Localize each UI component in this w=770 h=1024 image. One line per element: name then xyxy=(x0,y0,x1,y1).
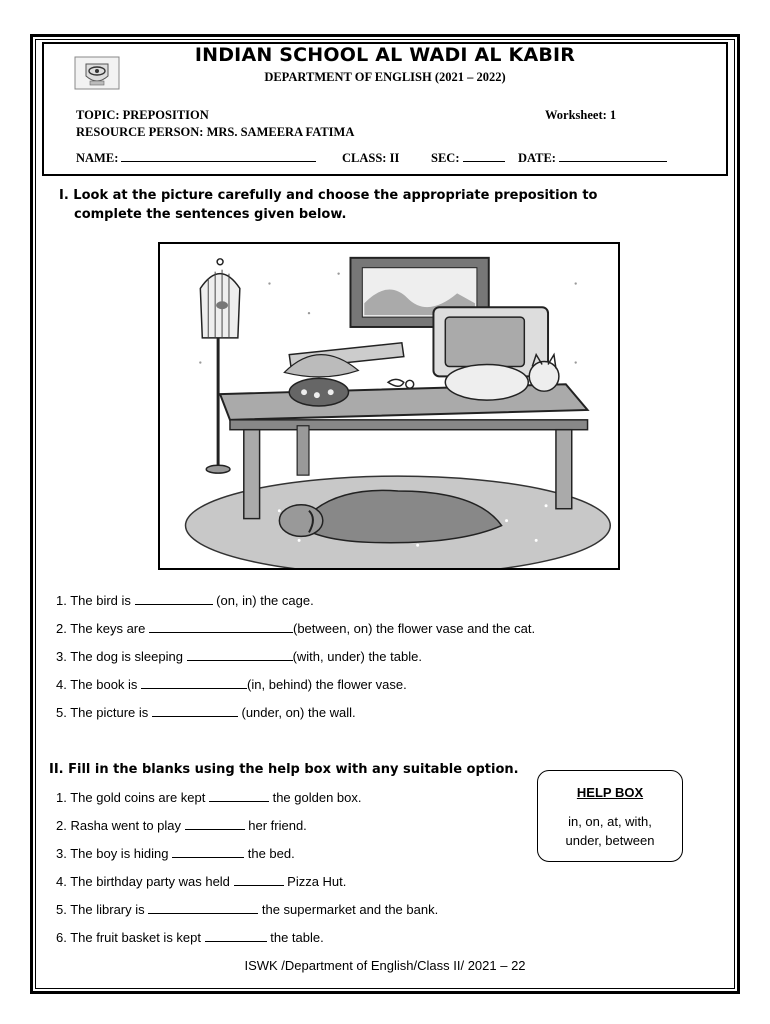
answer-blank[interactable] xyxy=(185,818,245,830)
sec-field xyxy=(431,151,505,166)
s2-question-3: 3. The boy is hiding the bed. xyxy=(56,846,295,861)
help-box-line1: in, on, at, with, xyxy=(568,814,652,829)
help-box-words xyxy=(538,812,682,850)
topic-label: TOPIC: PREPOSITION xyxy=(76,108,209,122)
school-name: INDIAN SCHOOL AL WADI AL KABIR xyxy=(194,44,576,66)
answer-blank[interactable] xyxy=(234,874,284,886)
help-box xyxy=(537,770,683,862)
s2-question-5: 5. The library is the supermarket and the bank. xyxy=(56,902,439,917)
date-blank[interactable] xyxy=(559,151,667,162)
answer-blank[interactable] xyxy=(141,677,247,689)
answer-blank[interactable] xyxy=(205,930,267,942)
answer-blank[interactable] xyxy=(187,649,293,661)
s1-question-3: 3. The dog is sleeping (with, under) the table. xyxy=(56,649,422,664)
class-label: CLASS: II xyxy=(342,151,400,165)
answer-blank[interactable] xyxy=(148,902,258,914)
name-blank[interactable] xyxy=(121,151,316,162)
section1-title-line2: complete the sentences given below. xyxy=(74,207,347,222)
s2-question-2: 2. Rasha went to play her friend. xyxy=(56,818,307,833)
answer-blank[interactable] xyxy=(149,621,293,633)
department-title: DEPARTMENT OF ENGLISH (2021 – 2022) xyxy=(264,70,506,84)
help-box-line2: under, between xyxy=(565,833,655,848)
resource-person: RESOURCE PERSON: MRS. SAMEERA FATIMA xyxy=(76,125,355,139)
date-field xyxy=(518,151,667,166)
page-footer: ISWK /Department of English/Class II/ 2021 – 22 xyxy=(244,958,526,973)
answer-blank[interactable] xyxy=(209,790,269,802)
answer-blank[interactable] xyxy=(135,593,213,605)
sec-blank[interactable] xyxy=(463,151,505,162)
s2-question-6: 6. The fruit basket is kept the table. xyxy=(56,930,324,945)
s2-question-1: 1. The gold coins are kept the golden box. xyxy=(56,790,362,805)
section2-title: II. Fill in the blanks using the help box with any suitable option. xyxy=(49,762,519,777)
date-label: DATE: xyxy=(518,151,556,165)
name-label: NAME: xyxy=(76,151,119,165)
worksheet-number: Worksheet: 1 xyxy=(545,108,617,122)
sec-label: SEC: xyxy=(431,151,460,165)
room-illustration xyxy=(158,242,620,570)
s1-question-4: 4. The book is (in, behind) the flower vase. xyxy=(56,677,407,692)
s1-question-5: 5. The picture is (under, on) the wall. xyxy=(56,705,356,720)
s1-question-2: 2. The keys are (between, on) the flower vase and the cat. xyxy=(56,621,536,636)
section1-title-line1: I. Look at the picture carefully and choose the appropriate preposition to xyxy=(59,188,598,203)
s1-question-1: 1. The bird is (on, in) the cage. xyxy=(56,593,314,608)
s2-question-4: 4. The birthday party was held Pizza Hut. xyxy=(56,874,347,889)
answer-blank[interactable] xyxy=(172,846,244,858)
name-field xyxy=(76,151,316,166)
help-box-title: HELP BOX xyxy=(576,785,644,800)
answer-blank[interactable] xyxy=(152,705,238,717)
